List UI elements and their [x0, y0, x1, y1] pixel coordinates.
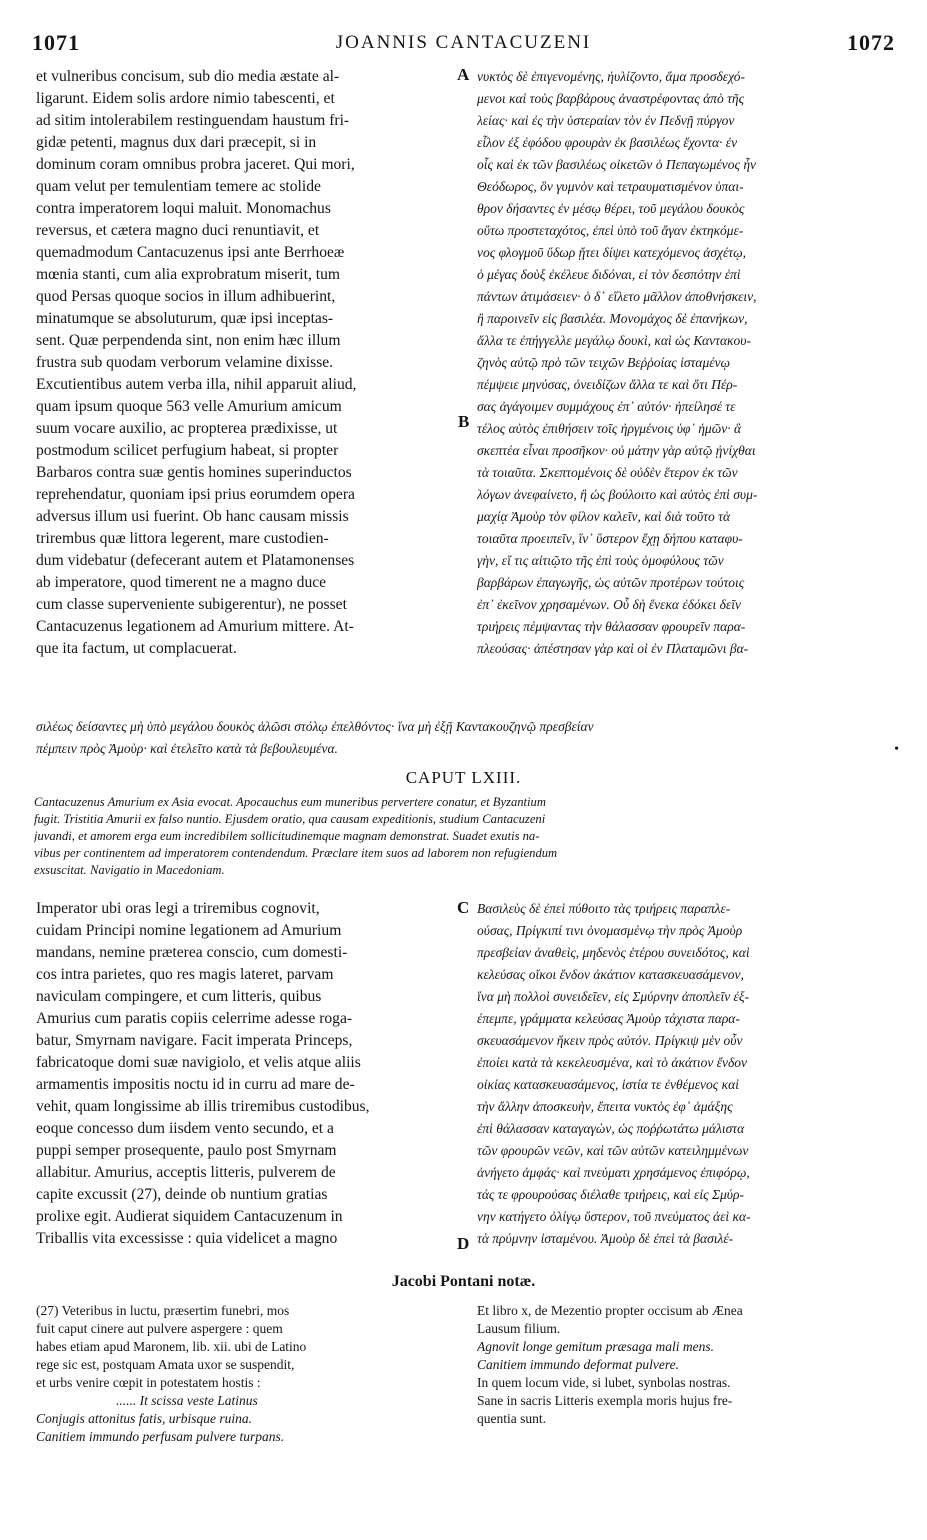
text-line: Canitiem immundo perfusam pulvere turpans.: [36, 1429, 285, 1444]
text-line: Lausum filium.: [477, 1321, 561, 1336]
text-line: τῶν φρουρῶν νεῶν, καὶ τῶν αὐτῶν κατειλημμένων: [477, 1143, 749, 1158]
text-line: νην κατήγετο ὀλίγῳ ὕστερον, τοῦ πνεύματος ἀεὶ κα-: [477, 1209, 751, 1224]
text-line: eoque concesso dum iisdem vento secundo, et a: [36, 1120, 334, 1137]
chapter-title: CAPUT LXIII.: [405, 768, 522, 787]
text-line: εἷλον ἐξ ἐφόδου φρουρὰν ἐκ βασιλέως ἔχοντα· ἐν: [477, 135, 738, 150]
text-line: Agnovit longe gemitum præsaga mali mens.: [477, 1339, 714, 1354]
text-line: postmodum scilicet perfugium habeat, si propter: [36, 442, 339, 459]
right-page-number: 1072: [847, 30, 895, 55]
text-line: Amurius cum paratis copiis celerrime adesse roga-: [36, 1010, 353, 1027]
margin-marker-c: C: [457, 898, 470, 917]
running-header: [32, 30, 895, 56]
text-line: τὴν ἄλλην ἀποσκευὴν, ἔπειτα νυκτὸς ἐφ᾽ ἁμάξης: [477, 1099, 733, 1114]
text-line: οἰκίας κατασκευασάμενος, ἱστία τε ἐνθέμενος καὶ: [477, 1077, 739, 1092]
text-line: puppi semper prosequente, paulo post Smyrnam: [36, 1142, 337, 1159]
margin-marker-d: D: [457, 1234, 470, 1253]
text-line: quam velut per temulentiam temere ac stolide: [36, 178, 321, 195]
text-line: Cantacuzenus Amurium ex Asia evocat. Apocauchus eum muneribus pervertere conatur, et Byzantium: [34, 795, 546, 809]
latin-column-bottom: [36, 898, 451, 1258]
text-line: λείας· καὶ ἐς τὴν ὑστεραίαν τὸν ἐν Πεδνῇ πύργον: [477, 113, 735, 128]
text-line: capite excussit (27), deinde ob nuntium gratias: [36, 1186, 328, 1203]
text-line: ζηνὸς αὐτῷ πρὸ τῶν τειχῶν Βεῤῥοίας ἱσταμένῳ: [477, 355, 731, 370]
text-line: Sane in sacris Litteris exempla moris hujus fre-: [477, 1393, 733, 1408]
text-line: σκεπτέα εἶναι προσῆκον· οὐ μάτην γὰρ αὐτῷ ᾐνίχθαι: [477, 443, 756, 458]
margin-marker-a: A: [457, 65, 470, 84]
notes-left-column: [36, 1302, 451, 1502]
text-line: τριήρεις πέμψαντας τὴν θάλασσαν φρουρεῖν παρα-: [477, 619, 746, 634]
text-line: trirembus quæ littora legerent, mare custodien-: [36, 530, 329, 547]
text-line: θρον δήσαντες ἐν μέσῳ θέρει, τοῦ μεγάλου δουκὸς: [477, 201, 745, 216]
text-line: πάντων ἀτιμάσειεν· ὁ δ᾽ εἵλετο μᾶλλον ἀποθνήσκειν,: [477, 289, 757, 304]
text-line: et vulneribus concisum, sub dio media æstate al-: [36, 68, 340, 85]
text-line: fabricatoque domi suæ navigiolo, et velis atque aliis: [36, 1054, 361, 1071]
text-line: πρεσβείαν ἀναθεὶς, μηδενὸς ἑτέρου συνειδότος, καὶ: [477, 945, 750, 960]
text-line: quemadmodum Cantacuzenus ipsi ante Berrhoeæ: [36, 244, 345, 261]
text-line: contra imperatorem loqui maluit. Monomachus: [36, 200, 331, 217]
text-line: οἷς καὶ ἐκ τῶν βασιλέως οἰκετῶν ὁ Πεπαγωμένος ἦν: [477, 157, 757, 172]
text-line: rege sic est, postquam Amata uxor se suspendit,: [36, 1357, 295, 1372]
text-line: οὕτω προστεταχότος, ἐπεὶ ὑπὸ τοῦ ἄγαν ἐκτηκόμε-: [477, 223, 744, 238]
text-line: μενοι καὶ τοὺς βαρβάρους ἀναστρέφοντας ἀπὸ τῆς: [477, 91, 745, 106]
text-line: habes etiam apud Maronem, lib. xii. ubi de Latino: [36, 1339, 307, 1354]
latin-column-top: [36, 66, 451, 716]
text-line: fugit. Tristitia Amurii ex falso nuntio. Ejusdem oratio, qua causam expeditionis, studium Cantacuzeni: [34, 812, 546, 826]
text-line: ούσας, Πρίγκιπί τινι ὀνομασμένῳ τὴν πρὸς Ἀμοὺρ: [477, 923, 743, 938]
text-line: ligarunt. Eidem solis ardore nimio tabescenti, et: [36, 90, 335, 107]
text-line: Barbaros contra suæ gentis homines superinductos: [36, 464, 352, 481]
text-line: σιλέως δείσαντες μὴ ὑπὸ μεγάλου δουκὸς ἁλῶσι στόλῳ ἐπελθόντος· ἵνα μὴ ἐξῇ Καντακουζηνῷ πρεσβείαν: [36, 719, 594, 734]
text-line: ...... It scissa veste Latinus: [116, 1393, 258, 1408]
text-line: batur, Smyrnam navigare. Facit imperata Princeps,: [36, 1032, 353, 1049]
notes-right-column: [477, 1302, 897, 1502]
text-line: Conjugis attonitus fatis, urbisque ruina.: [36, 1411, 253, 1426]
text-line: exsuscitat. Navigatio in Macedoniam.: [34, 863, 225, 877]
text-line: armamentis impositis noctu id in curru ad mare de-: [36, 1076, 355, 1093]
greek-column-top: [477, 66, 897, 716]
running-title: JOANNIS CANTACUZENI: [335, 32, 592, 53]
text-line: suum vocare auxilio, ac propterea prædixisse, ut: [36, 420, 338, 437]
text-line: βαρβάρων ἐπαγωγῆς, ὡς αὐτῶν προτέρων τούτοις: [477, 575, 745, 590]
text-line: cum classe superveniente subigerentur), ne posset: [36, 596, 347, 613]
text-line: τὰ τοιαῦτα. Σκεπτομένοις δὲ οὐδὲν ἕτερον ἐκ τῶν: [477, 465, 738, 480]
text-line: et urbs venire cœpit in potestatem hostis :: [36, 1375, 261, 1390]
text-line: ἵνα μὴ πολλοὶ συνειδεῖεν, εἰς Σμύρνην ἀποπλεῖν ἐξ-: [477, 989, 750, 1004]
text-line: πλεούσας· ἀπέστησαν γὰρ καὶ οἱ ἐν Πλαταμῶνι βα-: [477, 641, 749, 656]
text-line: Βασιλεὺς δὲ ἐπεὶ πύθοιτο τὰς τριήρεις παραπλε-: [477, 901, 731, 916]
text-line: prolixe egit. Audierat siquidem Cantacuzenum in: [36, 1208, 343, 1225]
text-line: μαχίᾳ Ἀμοὺρ τὸν φίλον καλεῖν, καὶ διὰ τοῦτο τὰ: [477, 509, 731, 524]
text-line: frustra sub quodam verborum velamine dixisse.: [36, 354, 334, 371]
chapter-summary: [34, 794, 891, 879]
text-line: naviculam compingere, et cum litteris, quibus: [36, 988, 322, 1005]
text-line: (27) Veteribus in luctu, præsertim funebri, mos: [36, 1303, 290, 1318]
text-line: ὁ μέγας δοὺξ ἐκέλευε διδόναι, εἰ τὸν δεσπότην ἐπὶ: [477, 267, 741, 282]
text-line: ἀνήγετο ἀμφάς· καὶ πνεύματι χρησάμενος ἐπιφόρῳ,: [477, 1165, 750, 1180]
text-line: vehit, quam longissime ab illis triremibus custodibus,: [36, 1098, 370, 1115]
text-line: gidæ petenti, magnus dux dari præcepit, si in: [36, 134, 317, 151]
text-line: λόγων ἀνεφαίνετο, ἢ ὡς βούλοιτο καὶ αὐτὸς ἐπὶ συμ-: [477, 487, 758, 502]
notes-title: Jacobi Pontani notæ.: [391, 1273, 536, 1290]
text-line: allabitur. Amurius, acceptis litteris, pulverem de: [36, 1164, 336, 1181]
text-line: σκευασάμενον ἥκειν πρὸς αὐτόν. Πρίγκιψ μὲν οὖν: [477, 1033, 743, 1048]
text-line: νυκτὸς δὲ ἐπιγενομένης, ἠυλίζοντο, ἅμα προσδεχό-: [477, 69, 746, 84]
text-line: ἐποίει κατὰ τὰ κεκελευσμένα, καὶ τὸ ἀκάτιον ἔνδον: [477, 1055, 748, 1070]
text-line: τάς τε φρουρούσας διέλαθε τριήρεις, καὶ εἰς Σμύρ-: [477, 1187, 744, 1202]
text-line: juvandi, et amorem erga eum incredibilem sollicitudinemque magnam demonstrat. Suadet exutis na-: [34, 829, 540, 843]
text-line: que ita factum, ut complacuerat.: [36, 640, 237, 657]
left-page-number: 1071: [32, 30, 80, 55]
text-line: quam ipsum quoque 563 velle Amurium amicum: [36, 398, 342, 415]
text-line: fuit caput cinere aut pulvere aspergere : quem: [36, 1321, 283, 1336]
text-line: vibus per continentem ad imperatorem contendendum. Præclare item suos ad laborem non refugiendum: [34, 846, 558, 860]
greek-column-bottom: [477, 898, 897, 1258]
text-line: πέμψειε μηνύσας, ὀνειδίζων ἄλλα τε καὶ ὅτι Πέρ-: [477, 377, 738, 392]
bullet-mark: •: [894, 742, 899, 757]
text-line: κελεύσας οἴκοι ἔνδον ἀκάτιον κατασκευασάμενον,: [477, 967, 744, 982]
text-line: τέλος αὐτὸς ἐπιθήσειν τοῖς ἠργμένοις ὑφ᾽ ἡμῶν· ἃ: [477, 421, 742, 436]
margin-marker-b: B: [458, 412, 470, 431]
text-line: πέμπειν πρὸς Ἀμοὺρ· καὶ ἐτελεῖτο κατὰ τὰ βεβουλευμένα.: [36, 741, 338, 756]
text-line: Canitiem immundo deformat pulvere.: [477, 1357, 679, 1372]
text-line: Cantacuzenus legationem ad Amurium mittere. At-: [36, 618, 354, 635]
text-line: ἢ παροινεῖν εἰς βασιλέα. Μονομάχος δὲ ἐπανήκων,: [477, 311, 748, 326]
text-line: ad sitim intolerabilem restinguendam haustum fri-: [36, 112, 350, 129]
greek-continuation: [36, 716, 891, 760]
text-line: Imperator ubi oras legi a triremibus cognovit,: [36, 900, 320, 917]
text-line: ab imperatore, quod timerent ne a magno duce: [36, 574, 327, 591]
text-line: adversus illum usi fuerint. Ob hanc causam missis: [36, 508, 349, 525]
text-line: cos intra parietes, quo res magis lateret, parvam: [36, 966, 334, 983]
text-line: ἐπ᾽ ἐκεῖνον χρησαμένων. Οὗ δὴ ἕνεκα ἐδόκει δεῖν: [477, 597, 742, 612]
text-line: νος φλογμοῦ ὕδωρ ᾔτει δίψει κατεχόμενος ἀσχέτῳ,: [477, 245, 747, 260]
text-line: Θεόδωρος, ὃν γυμνὸν καὶ τετραυματισμένον ὑπαι-: [477, 179, 744, 194]
text-line: quentia sunt.: [477, 1411, 546, 1426]
text-line: τὰ πρύμνην ἱσταμένου. Ἀμοὺρ δὲ ἐπεὶ τὰ βασιλέ-: [477, 1231, 734, 1246]
text-line: ἄλλα τε ἐπήγγελλε μεγάλῳ δουκὶ, καὶ ὡς Καντακου-: [477, 333, 751, 348]
text-line: Triballis vita excessisse : quia videlicet a magno: [36, 1230, 338, 1247]
text-line: sent. Quæ perpendenda sint, non enim hæc illum: [36, 332, 341, 349]
text-line: mœnia stanti, cum alia exprobratum miserit, tum: [36, 266, 341, 283]
text-line: Et libro x, de Mezentio propter occisum ab Ænea: [477, 1303, 743, 1318]
text-line: quod Persas quoque socios in illum adhibuerint,: [36, 288, 336, 305]
text-line: σας ἀγάγοιμεν συμμάχους ἐπ᾽ αὐτόν· ἠπείλησέ τε: [477, 399, 736, 414]
text-line: τοιαῦτα προειπεῖν, ἵν᾽ ὕστερον ἔχῃ δήπου καταφυ-: [477, 531, 743, 546]
text-line: έπεμπε, γράμματα κελεύσας Ἀμοὺρ τάχιστα παρα-: [477, 1011, 740, 1026]
text-line: mandans, nemine præterea conscio, cum domesti-: [36, 944, 348, 961]
text-line: minatumque se absoluturum, quæ ipsi inceptas-: [36, 310, 334, 327]
text-line: γὴν, εἴ τις αἰτιῷτο τῆς ἐπὶ τοὺς ὁμοφύλους τῶν: [477, 553, 724, 568]
text-line: reversus, et cætera magno duci renuntiavit, et: [36, 222, 320, 239]
text-line: reprehendatur, quoniam ipsi prius eorumdem opera: [36, 486, 355, 503]
text-line: dominum coram omnibus probra jaceret. Qui mori,: [36, 156, 355, 173]
text-line: ἐπὶ θάλασσαν καταγαγὼν, ὡς ποῤῥωτάτω μάλιστα: [477, 1121, 745, 1136]
text-line: Excutientibus autem verba illa, nihil apparuit aliud,: [36, 376, 357, 393]
text-line: In quem locum vide, si lubet, synbolas nostras.: [477, 1375, 731, 1390]
text-line: dum videbatur (defecerant autem et Platamonenses: [36, 552, 355, 569]
text-line: cuidam Principi nomine legationem ad Amurium: [36, 922, 342, 939]
